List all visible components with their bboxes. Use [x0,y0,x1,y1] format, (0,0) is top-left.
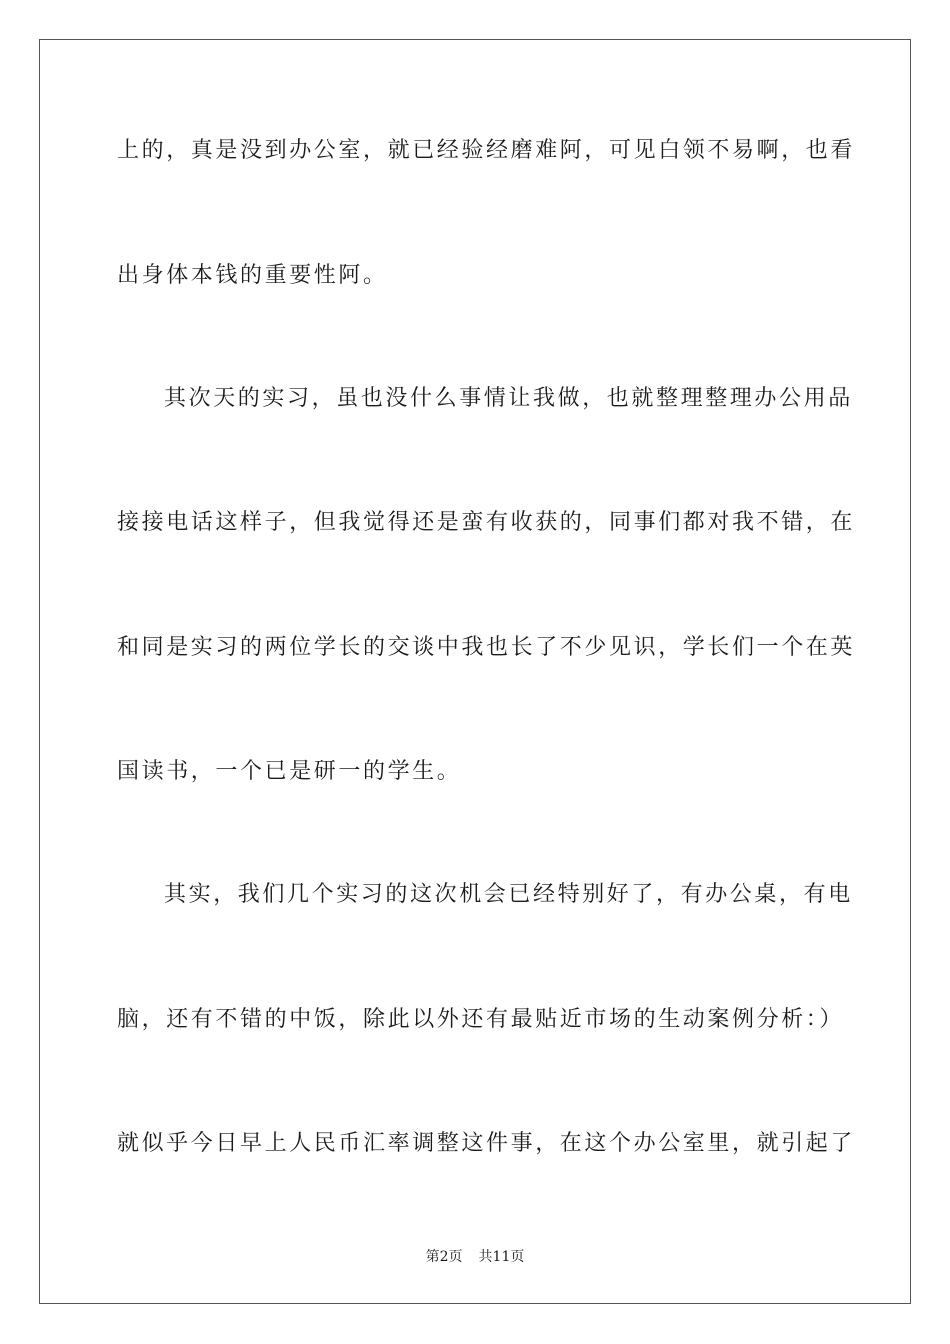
paragraph-line: 和同是实习的两位学长的交谈中我也长了不少见识，学长们一个在英 [117,635,856,660]
paragraph-line: 脑，还有不错的中饭，除此以外还有最贴近市场的生动案例分析：） [117,1007,845,1032]
paragraph-line: 接接电话这样子，但我觉得还是蛮有收获的，同事们都对我不错，在 [117,510,856,535]
paragraph-line: 出身体本钱的重要性阿。 [117,263,388,288]
paragraph-line: 就似乎今日早上人民币汇率调整这件事，在这个办公室里，就引起了 [117,1131,856,1156]
paragraph-line: 其次天的实习，虽也没什么事情让我做，也就整理整理办公用品 [164,386,853,411]
page-number: 第2页 [425,1249,463,1265]
paragraph-line: 其实，我们几个实习的这次机会已经特别好了，有办公桌，有电 [164,882,853,907]
page-footer [0,1247,950,1267]
paragraph-line: 上的，真是没到办公室，就已经验经磨难阿，可见白领不易啊，也看 [117,138,856,163]
page-total: 共11页 [478,1249,525,1265]
paragraph-line: 国读书，一个已是研一的学生。 [117,759,462,784]
page-border [39,39,911,1304]
